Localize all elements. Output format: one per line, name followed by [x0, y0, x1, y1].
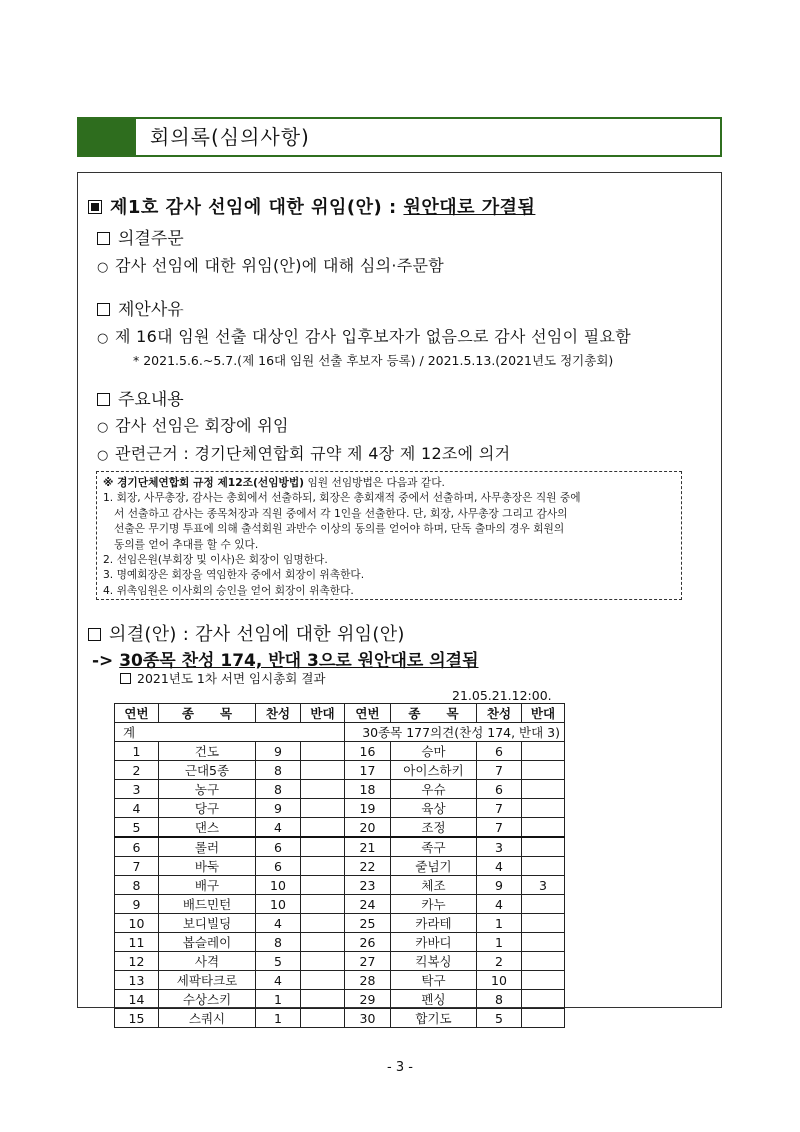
- table-cell: 19: [345, 799, 391, 818]
- table-cell: 바둑: [159, 857, 256, 876]
- table-cell: [301, 876, 345, 895]
- table-cell: 근대5종: [159, 761, 256, 780]
- table-cell: 건도: [159, 742, 256, 761]
- total-label: 계: [115, 723, 345, 742]
- arrow-icon: ->: [92, 651, 120, 671]
- table-cell: 26: [345, 933, 391, 952]
- checkbox-square-icon: [88, 628, 101, 641]
- table-cell: 보디빌딩: [159, 914, 256, 933]
- table-cell: 스쿼시: [159, 1009, 256, 1028]
- table-cell: 21: [345, 837, 391, 857]
- total-text: 30종목 177의견(찬성 174, 반대 3): [345, 723, 565, 742]
- circle-bullet-icon: ○: [97, 448, 109, 463]
- table-cell: 우슈: [391, 780, 477, 799]
- regulation-title: ※ 경기단체연합회 규정 제12조(선임방법): [103, 476, 305, 489]
- table-cell: [301, 818, 345, 838]
- table-cell: [522, 952, 565, 971]
- checkbox-square-icon: [97, 393, 110, 406]
- table-cell: 9: [477, 876, 522, 895]
- table-cell: 2: [115, 761, 159, 780]
- circle-bullet-icon: ○: [97, 260, 109, 275]
- table-cell: 카누: [391, 895, 477, 914]
- section-resolution: [97, 224, 184, 249]
- table-cell: [522, 799, 565, 818]
- table-cell: 세팍타크로: [159, 971, 256, 990]
- table-cell: 카라테: [391, 914, 477, 933]
- table-cell: 10: [477, 971, 522, 990]
- filled-square-icon: [88, 200, 102, 214]
- table-cell: 승마: [391, 742, 477, 761]
- table-cell: 3: [477, 837, 522, 857]
- list-item: ○ 관련근거 : 경기단체연합회 규약 제 4장 제 12조에 의거: [97, 444, 511, 463]
- table-cell: [301, 857, 345, 876]
- table-cell: [522, 914, 565, 933]
- table-cell: 9: [256, 799, 301, 818]
- table-cell: 1: [256, 1009, 301, 1028]
- list-item: ○ 제 16대 임원 선출 대상인 감사 입후보자가 없음으로 감사 선임이 필요함: [97, 327, 631, 346]
- table-cell: 8: [477, 990, 522, 1009]
- table-row: [115, 895, 565, 914]
- table-row: [115, 914, 565, 933]
- table-row: [115, 952, 565, 971]
- table-row: [115, 761, 565, 780]
- table-header: 찬성: [256, 704, 301, 723]
- table-cell: 4: [477, 857, 522, 876]
- checkbox-square-icon: [97, 303, 110, 316]
- table-cell: 7: [477, 818, 522, 838]
- table-cell: 조정: [391, 818, 477, 838]
- section-label: 의결주문: [118, 229, 184, 249]
- table-header: 종 목: [391, 704, 477, 723]
- table-cell: [301, 837, 345, 857]
- table-cell: 2: [477, 952, 522, 971]
- table-total-row: [115, 723, 565, 742]
- table-row: [115, 876, 565, 895]
- table-row: [115, 990, 565, 1009]
- table-cell: 탁구: [391, 971, 477, 990]
- agenda-heading-text: 제1호 감사 선임에 대한 위임(안) :: [110, 197, 404, 218]
- table-cell: 6: [477, 742, 522, 761]
- vote-result: -> 30종목 찬성 174, 반대 3으로 원안대로 의결됨: [92, 651, 479, 671]
- agenda-heading-result: 원안대로 가결됨: [403, 197, 536, 218]
- table-cell: 7: [477, 799, 522, 818]
- page-title: 회의록(심의사항): [150, 125, 310, 149]
- table-cell: 1: [477, 914, 522, 933]
- circle-bullet-icon: ○: [97, 420, 109, 435]
- section-label: 주요내용: [118, 390, 184, 410]
- table-cell: [522, 990, 565, 1009]
- table-cell: 5: [256, 952, 301, 971]
- table-cell: 농구: [159, 780, 256, 799]
- table-cell: 30: [345, 1009, 391, 1028]
- section-reason: [97, 295, 184, 320]
- table-cell: 펜싱: [391, 990, 477, 1009]
- table-cell: 29: [345, 990, 391, 1009]
- table-cell: 9: [115, 895, 159, 914]
- vote-date: 21.05.21.12:00.: [452, 688, 552, 703]
- table-cell: 9: [256, 742, 301, 761]
- table-cell: 1: [256, 990, 301, 1009]
- table-header: 찬성: [477, 704, 522, 723]
- table-cell: 12: [115, 952, 159, 971]
- table-cell: 1: [115, 742, 159, 761]
- table-cell: 7: [115, 857, 159, 876]
- table-cell: 수상스키: [159, 990, 256, 1009]
- table-cell: 24: [345, 895, 391, 914]
- table-header: 반대: [301, 704, 345, 723]
- regulation-box: ※ 경기단체연합회 규정 제12조(선임방법) 임원 선임방법은 다음과 같다. 1. 회장, 사무총장, 감사는 총회에서 선출하되, 회장은 총회재적 중에서 선출하며, 사무총장은 직원 중에 서 선출하고 감사는 종목처장과 직원 중에서 각 1인을 선출한다. 단, 회장, 사무총장 그리고 감사의 선출은 무기명 투표에 의해 출석회원 과반수 이상의 동의를 얻어야 하며, 단독 출마의 경우 회원의 동의를 얻어 추대를 할 수 있다. 2. 선임은원(부회장 및 이사)은 회장이 임명한다. 3. 명예회장은 회장을 역임한자 중에서 회장이 위촉한다. 4. 위촉임원은 이사회의 승인을 얻어 회장이 위촉한다.: [96, 471, 682, 600]
- table-cell: [522, 971, 565, 990]
- table-cell: 육상: [391, 799, 477, 818]
- table-cell: 10: [256, 876, 301, 895]
- table-cell: [522, 837, 565, 857]
- schedule-note: * 2021.5.6.~5.7.(제 16대 임원 선출 후보자 등록) / 2021.5.13.(2021년도 정기총회): [133, 353, 614, 368]
- table-cell: 27: [345, 952, 391, 971]
- table-cell: [301, 742, 345, 761]
- table-cell: 8: [256, 780, 301, 799]
- table-cell: 8: [115, 876, 159, 895]
- table-header-row: [115, 704, 565, 723]
- table-cell: 10: [115, 914, 159, 933]
- table-row: [115, 971, 565, 990]
- table-cell: [301, 799, 345, 818]
- table-cell: 6: [256, 857, 301, 876]
- table-cell: 아이스하키: [391, 761, 477, 780]
- table-cell: 5: [477, 1009, 522, 1028]
- section-title-bar: [77, 117, 722, 157]
- table-cell: 8: [256, 761, 301, 780]
- table-cell: [301, 971, 345, 990]
- table-cell: 1: [477, 933, 522, 952]
- table-cell: 카바디: [391, 933, 477, 952]
- circle-bullet-icon: ○: [97, 331, 109, 346]
- table-cell: 6: [115, 837, 159, 857]
- table-cell: 22: [345, 857, 391, 876]
- table-row: [115, 818, 565, 838]
- table-cell: 8: [256, 933, 301, 952]
- section-label: 제안사유: [118, 300, 184, 320]
- table-cell: [301, 933, 345, 952]
- table-cell: 13: [115, 971, 159, 990]
- table-cell: 사격: [159, 952, 256, 971]
- table-cell: [301, 780, 345, 799]
- table-header: 연번: [345, 704, 391, 723]
- table-cell: 7: [477, 761, 522, 780]
- table-cell: 17: [345, 761, 391, 780]
- table-cell: 16: [345, 742, 391, 761]
- section-content: [97, 385, 184, 410]
- table-cell: 15: [115, 1009, 159, 1028]
- table-cell: [522, 742, 565, 761]
- title-accent-block: [79, 119, 136, 155]
- table-cell: 11: [115, 933, 159, 952]
- table-cell: 10: [256, 895, 301, 914]
- table-cell: 당구: [159, 799, 256, 818]
- table-cell: 20: [345, 818, 391, 838]
- table-cell: [522, 780, 565, 799]
- table-cell: [301, 952, 345, 971]
- table-cell: 합기도: [391, 1009, 477, 1028]
- table-cell: 23: [345, 876, 391, 895]
- agenda-heading: [88, 193, 535, 219]
- table-cell: [301, 990, 345, 1009]
- table-cell: 6: [477, 780, 522, 799]
- table-row: [115, 837, 565, 857]
- table-cell: [522, 933, 565, 952]
- table-cell: 배구: [159, 876, 256, 895]
- vote-subtitle: 2021년도 1차 서면 임시총회 결과: [120, 669, 325, 687]
- table-cell: [301, 761, 345, 780]
- table-cell: [301, 1009, 345, 1028]
- table-cell: 6: [256, 837, 301, 857]
- table-cell: 줄넘기: [391, 857, 477, 876]
- checkbox-square-icon: [120, 673, 131, 684]
- table-cell: 14: [115, 990, 159, 1009]
- checkbox-square-icon: [97, 232, 110, 245]
- list-item: ○ 감사 선임은 회장에 위임: [97, 416, 289, 435]
- table-row: [115, 742, 565, 761]
- table-cell: [522, 857, 565, 876]
- table-header: 연번: [115, 704, 159, 723]
- table-cell: [301, 914, 345, 933]
- table-cell: 배드민턴: [159, 895, 256, 914]
- table-row: [115, 780, 565, 799]
- list-item: ○ 감사 선임에 대한 위임(안)에 대해 심의·주문함: [97, 256, 445, 275]
- table-cell: 3: [522, 876, 565, 895]
- table-row: [115, 1009, 565, 1028]
- table-cell: 롤러: [159, 837, 256, 857]
- table-header: 종 목: [159, 704, 256, 723]
- table-cell: 18: [345, 780, 391, 799]
- table-cell: [522, 895, 565, 914]
- table-header: 반대: [522, 704, 565, 723]
- table-cell: 25: [345, 914, 391, 933]
- table-cell: [522, 761, 565, 780]
- table-cell: [522, 1009, 565, 1028]
- table-cell: [301, 895, 345, 914]
- table-cell: 4: [477, 895, 522, 914]
- table-row: [115, 933, 565, 952]
- table-cell: 4: [256, 971, 301, 990]
- table-cell: 3: [115, 780, 159, 799]
- table-cell: 4: [256, 818, 301, 838]
- vote-heading: 의결(안) : 감사 선임에 대한 위임(안): [88, 620, 405, 646]
- vote-table: [114, 703, 565, 1028]
- table-cell: 봅슬레이: [159, 933, 256, 952]
- table-cell: 킥복싱: [391, 952, 477, 971]
- page-number: - 3 -: [387, 1060, 413, 1075]
- table-cell: 4: [256, 914, 301, 933]
- table-row: [115, 857, 565, 876]
- table-cell: 28: [345, 971, 391, 990]
- table-cell: [522, 818, 565, 838]
- table-cell: 족구: [391, 837, 477, 857]
- table-cell: 4: [115, 799, 159, 818]
- table-cell: 5: [115, 818, 159, 838]
- table-cell: 체조: [391, 876, 477, 895]
- table-row: [115, 799, 565, 818]
- table-cell: 댄스: [159, 818, 256, 838]
